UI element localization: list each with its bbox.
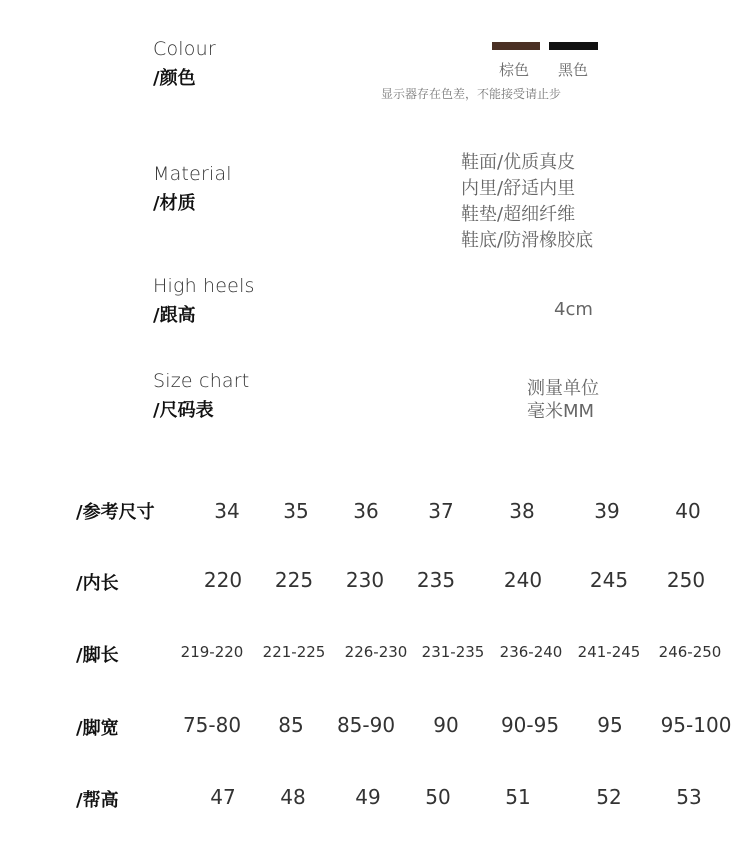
table-cell: 40 [675, 499, 701, 523]
table-cell: 38 [509, 499, 535, 523]
material-line: 内里/舒适内里 [461, 178, 576, 199]
table-cell: 35 [283, 499, 309, 523]
measurement-unit-value: 毫米MM [527, 401, 595, 422]
table-cell: 221-225 [262, 643, 326, 661]
heels-label-en: High heels [153, 275, 255, 297]
table-cell: 47 [210, 785, 236, 809]
black-swatch-label: 黑色 [558, 61, 589, 79]
table-cell: 51 [505, 785, 531, 809]
table-cell: 39 [594, 499, 620, 523]
row-label-inner-length: /内长 [76, 573, 119, 594]
table-cell: 230 [345, 568, 385, 592]
material-line: 鞋垫/超细纤维 [461, 204, 576, 225]
row-label-upper-height: /帮高 [76, 790, 119, 811]
brown-swatch-label: 棕色 [499, 61, 530, 79]
colour-label-cn: /颜色 [153, 68, 196, 89]
material-line: 鞋面/优质真皮 [461, 152, 576, 173]
table-cell: 245 [589, 568, 629, 592]
table-cell: 235 [416, 568, 456, 592]
size-chart-label-cn: /尺码表 [153, 400, 214, 421]
table-cell: 52 [596, 785, 622, 809]
table-cell: 49 [355, 785, 381, 809]
table-cell: 75-80 [182, 713, 242, 737]
table-cell: 36 [353, 499, 379, 523]
table-cell: 250 [666, 568, 706, 592]
brown-swatch [492, 42, 540, 50]
table-cell: 85 [278, 713, 304, 737]
material-line: 鞋底/防滑橡胶底 [461, 230, 594, 251]
heel-height-value: 4cm [554, 299, 593, 320]
table-cell: 226-230 [344, 643, 408, 661]
black-swatch [549, 42, 598, 50]
table-cell: 90-95 [500, 713, 560, 737]
table-cell: 241-245 [577, 643, 641, 661]
table-cell: 246-250 [658, 643, 722, 661]
table-cell: 225 [274, 568, 314, 592]
row-label-reference-size: /参考尺寸 [76, 502, 155, 523]
table-cell: 85-90 [336, 713, 396, 737]
table-cell: 95-100 [660, 713, 732, 737]
table-cell: 37 [428, 499, 454, 523]
color-difference-note: 显示器存在色差，不能接受请止步 [381, 87, 562, 101]
table-cell: 219-220 [180, 643, 244, 661]
table-cell: 231-235 [421, 643, 485, 661]
size-chart-label-en: Size chart [153, 370, 250, 392]
colour-label-en: Colour [153, 38, 216, 60]
table-cell: 50 [425, 785, 451, 809]
heels-label-cn: /跟高 [153, 305, 196, 326]
table-cell: 34 [214, 499, 240, 523]
table-cell: 236-240 [499, 643, 563, 661]
material-label-cn: /材质 [153, 193, 196, 214]
table-cell: 95 [597, 713, 623, 737]
table-cell: 90 [433, 713, 459, 737]
material-label-en: Material [153, 163, 232, 185]
table-cell: 220 [203, 568, 243, 592]
table-cell: 48 [280, 785, 306, 809]
measurement-unit-label: 测量单位 [527, 378, 599, 399]
row-label-foot-length: /脚长 [76, 645, 119, 666]
table-cell: 240 [503, 568, 543, 592]
row-label-foot-width: /脚宽 [76, 718, 119, 739]
table-cell: 53 [676, 785, 702, 809]
